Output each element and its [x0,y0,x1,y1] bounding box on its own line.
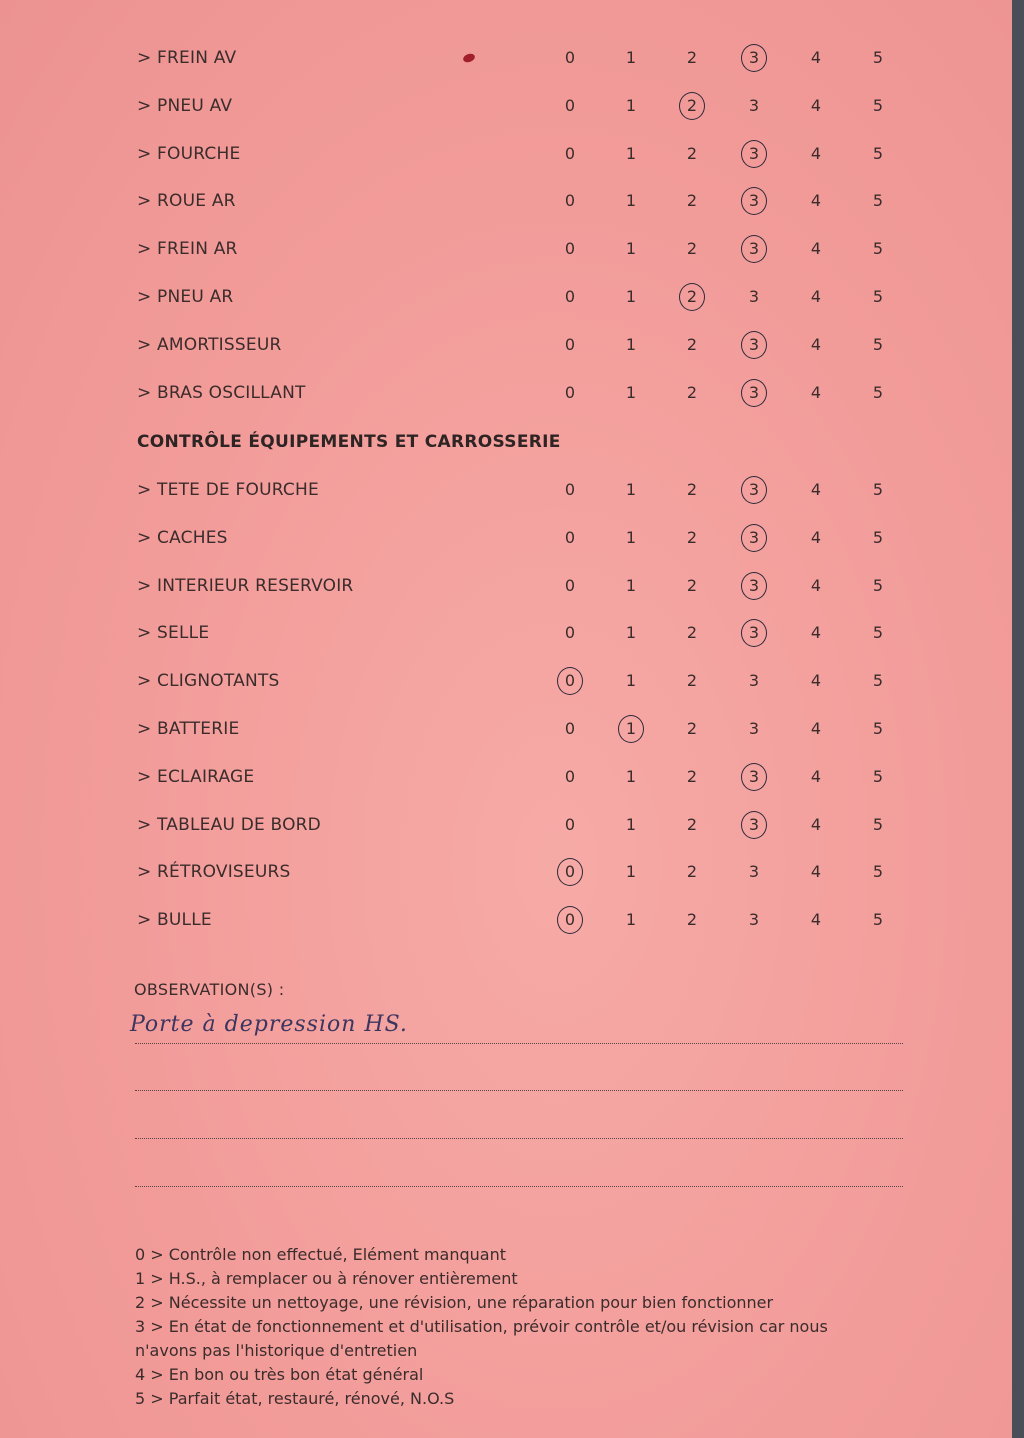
score-option[interactable]: 1 [625,48,637,67]
score-option[interactable]: 2 [686,575,698,595]
checklist-row [0,805,1012,845]
score-option[interactable]: 5 [872,334,884,354]
score-option-selected[interactable]: 2 [672,277,712,317]
score-option[interactable]: 5 [872,191,884,211]
score-option[interactable]: 0 [564,814,576,834]
score-option[interactable]: 0 [564,48,576,67]
score-option[interactable]: 3 [748,862,760,882]
score-option[interactable]: 2 [686,143,698,163]
score-option[interactable]: 1 [625,623,637,643]
checklist-row [0,229,1012,269]
score-option[interactable]: 0 [564,480,576,499]
score-option[interactable]: 0 [564,143,576,163]
score-option[interactable]: 5 [872,623,884,643]
score-option-selected[interactable]: 3 [734,470,774,510]
score-option[interactable]: 5 [872,95,884,115]
score-option[interactable]: 4 [810,862,822,882]
score-option-selected[interactable]: 0 [550,900,590,940]
checklist-item-label: > TETE DE FOURCHE [137,480,319,500]
score-option[interactable]: 2 [686,527,698,547]
section-title: CONTRÔLE ÉQUIPEMENTS ET CARROSSERIE [137,432,561,452]
checklist-row [0,181,1012,221]
checklist-row [0,661,1012,701]
score-option[interactable]: 1 [625,671,637,691]
score-option[interactable]: 4 [810,910,822,930]
checklist-row [0,277,1012,317]
checklist-row [0,709,1012,749]
score-option[interactable]: 2 [686,382,698,402]
checklist-item-label: > ROUE AR [137,191,236,212]
score-option-selected[interactable]: 3 [734,373,774,413]
checklist-row [0,613,1012,653]
score-option[interactable]: 3 [748,671,760,691]
score-option[interactable]: 2 [686,239,698,259]
score-option[interactable]: 5 [872,287,884,306]
observation-line [135,1090,903,1091]
observation-line [135,1043,903,1044]
score-option[interactable]: 1 [625,287,637,306]
score-option[interactable]: 3 [748,287,760,306]
score-option[interactable]: 5 [872,862,884,882]
legend-line: 0 > Contrôle non effectué, Elément manquant [135,1245,506,1264]
score-option[interactable]: 0 [564,527,576,547]
score-option[interactable]: 5 [872,527,884,547]
checklist-item-label: > FOURCHE [137,143,241,164]
score-option[interactable]: 2 [686,480,698,499]
legend-line: 1 > H.S., à remplacer ou à rénover entièrement [135,1269,518,1288]
score-option-selected[interactable]: 1 [611,709,651,749]
score-option[interactable]: 1 [625,95,637,115]
score-option[interactable]: 0 [564,623,576,643]
score-option[interactable]: 0 [564,334,576,354]
score-option[interactable]: 2 [686,191,698,211]
checklist-row [0,38,1012,78]
score-option[interactable]: 2 [686,623,698,643]
score-option-selected[interactable]: 0 [550,661,590,701]
checklist-item-label: > PNEU AV [137,95,233,116]
score-option[interactable]: 5 [872,910,884,930]
score-option-selected[interactable]: 3 [734,229,774,269]
score-option[interactable]: 4 [810,671,822,691]
checklist-item-label: > TABLEAU DE BORD [137,814,321,835]
score-option[interactable]: 1 [625,766,637,786]
score-option[interactable]: 4 [810,239,822,259]
score-option[interactable]: 1 [625,575,637,595]
score-option-selected[interactable]: 3 [734,325,774,365]
checklist-item-label: > BULLE [137,910,212,931]
score-option[interactable]: 5 [872,48,884,67]
legend-line: 3 > En état de fonctionnement et d'utilisation, prévoir contrôle et/ou révision car nous [135,1317,828,1336]
checklist-item-label: > INTERIEUR RESERVOIR [137,575,354,596]
checklist-row [0,325,1012,365]
score-option[interactable]: 4 [810,334,822,354]
score-option[interactable]: 1 [625,239,637,259]
score-option[interactable]: 4 [810,814,822,834]
score-option[interactable]: 1 [625,480,637,499]
rating-legend [135,1243,895,1411]
score-option[interactable]: 4 [810,719,822,738]
score-option[interactable]: 5 [872,143,884,163]
checklist-item-label: > FREIN AV [137,48,237,68]
checklist-row [0,134,1012,174]
score-option[interactable]: 0 [564,191,576,211]
observation-line [135,1186,903,1187]
score-option[interactable]: 5 [872,671,884,691]
score-option[interactable]: 5 [872,575,884,595]
score-option[interactable]: 0 [564,719,576,738]
score-option[interactable]: 4 [810,95,822,115]
legend-line: 2 > Nécessite un nettoyage, une révision, une réparation pour bien fonctionner [135,1293,774,1312]
observation-handwritten-note: Porte à depression HS. [130,1012,408,1037]
score-option[interactable]: 1 [625,334,637,354]
score-option[interactable]: 2 [686,334,698,354]
score-option[interactable]: 5 [872,719,884,738]
score-option-selected[interactable]: 3 [734,518,774,558]
checklist-row [0,518,1012,558]
checklist-item-label: > ECLAIRAGE [137,766,255,787]
score-option[interactable]: 4 [810,480,822,499]
checklist-item-label: > CLIGNOTANTS [137,671,280,692]
score-option[interactable]: 2 [686,719,698,738]
score-option[interactable]: 0 [564,287,576,306]
score-option-selected[interactable]: 3 [734,181,774,221]
score-option[interactable]: 1 [625,527,637,547]
score-option[interactable]: 4 [810,527,822,547]
checklist-item-label: > BRAS OSCILLANT [137,382,306,403]
score-option-selected[interactable]: 3 [734,805,774,845]
score-option[interactable]: 0 [564,382,576,402]
checklist-row [0,852,1012,892]
score-option[interactable]: 1 [625,862,637,882]
score-option[interactable]: 1 [625,143,637,163]
score-option[interactable]: 1 [625,910,637,930]
score-option-selected[interactable]: 0 [550,852,590,892]
score-option[interactable]: 4 [810,766,822,786]
score-option[interactable]: 0 [564,95,576,115]
score-option[interactable]: 4 [810,575,822,595]
checklist-item-label: > AMORTISSEUR [137,334,282,355]
score-option[interactable]: 2 [686,862,698,882]
score-option[interactable]: 0 [564,766,576,786]
score-option[interactable]: 4 [810,623,822,643]
score-option[interactable]: 4 [810,382,822,402]
checklist-row [0,757,1012,797]
score-option[interactable]: 5 [872,480,884,499]
checklist-item-label: > SELLE [137,623,210,644]
checklist-row [0,470,1012,510]
checklist-row [0,566,1012,606]
checklist-row [0,373,1012,413]
checklist-item-label: > BATTERIE [137,719,240,739]
checklist-item-label: > RÉTROVISEURS [137,862,291,883]
legend-line: 4 > En bon ou très bon état général [135,1365,424,1384]
score-option[interactable]: 1 [625,191,637,211]
score-option[interactable]: 1 [625,814,637,834]
score-option-selected[interactable]: 3 [734,134,774,174]
score-option[interactable]: 3 [748,719,760,738]
score-option-selected[interactable]: 3 [734,38,774,78]
legend-line: n'avons pas l'historique d'entretien [135,1341,418,1360]
score-option[interactable]: 5 [872,766,884,786]
score-option[interactable]: 3 [748,910,760,930]
score-option[interactable]: 2 [686,671,698,691]
score-option-selected[interactable]: 3 [734,757,774,797]
score-option-selected[interactable]: 3 [734,566,774,606]
checklist-item-label: > FREIN AR [137,239,238,260]
score-option[interactable]: 5 [872,239,884,259]
score-option[interactable]: 0 [564,239,576,259]
score-option[interactable]: 2 [686,814,698,834]
score-option[interactable]: 3 [748,95,760,115]
observation-line [135,1138,903,1139]
score-option[interactable]: 2 [686,910,698,930]
checklist-row [0,900,1012,940]
score-option[interactable]: 4 [810,143,822,163]
score-option[interactable]: 0 [564,575,576,595]
score-option-selected[interactable]: 3 [734,613,774,653]
legend-line: 5 > Parfait état, restauré, rénové, N.O.S [135,1389,455,1408]
score-option[interactable]: 2 [686,766,698,786]
checklist-item-label: > CACHES [137,527,228,548]
score-option[interactable]: 5 [872,814,884,834]
checklist-row [0,86,1012,126]
checklist-item-label: > PNEU AR [137,287,234,307]
score-option[interactable]: 4 [810,287,822,306]
observations-title: OBSERVATION(S) : [134,980,285,999]
score-option[interactable]: 1 [625,382,637,402]
score-option[interactable]: 2 [686,48,698,67]
score-option-selected[interactable]: 2 [672,86,712,126]
score-option[interactable]: 4 [810,48,822,67]
score-option[interactable]: 5 [872,382,884,402]
score-option[interactable]: 4 [810,191,822,211]
